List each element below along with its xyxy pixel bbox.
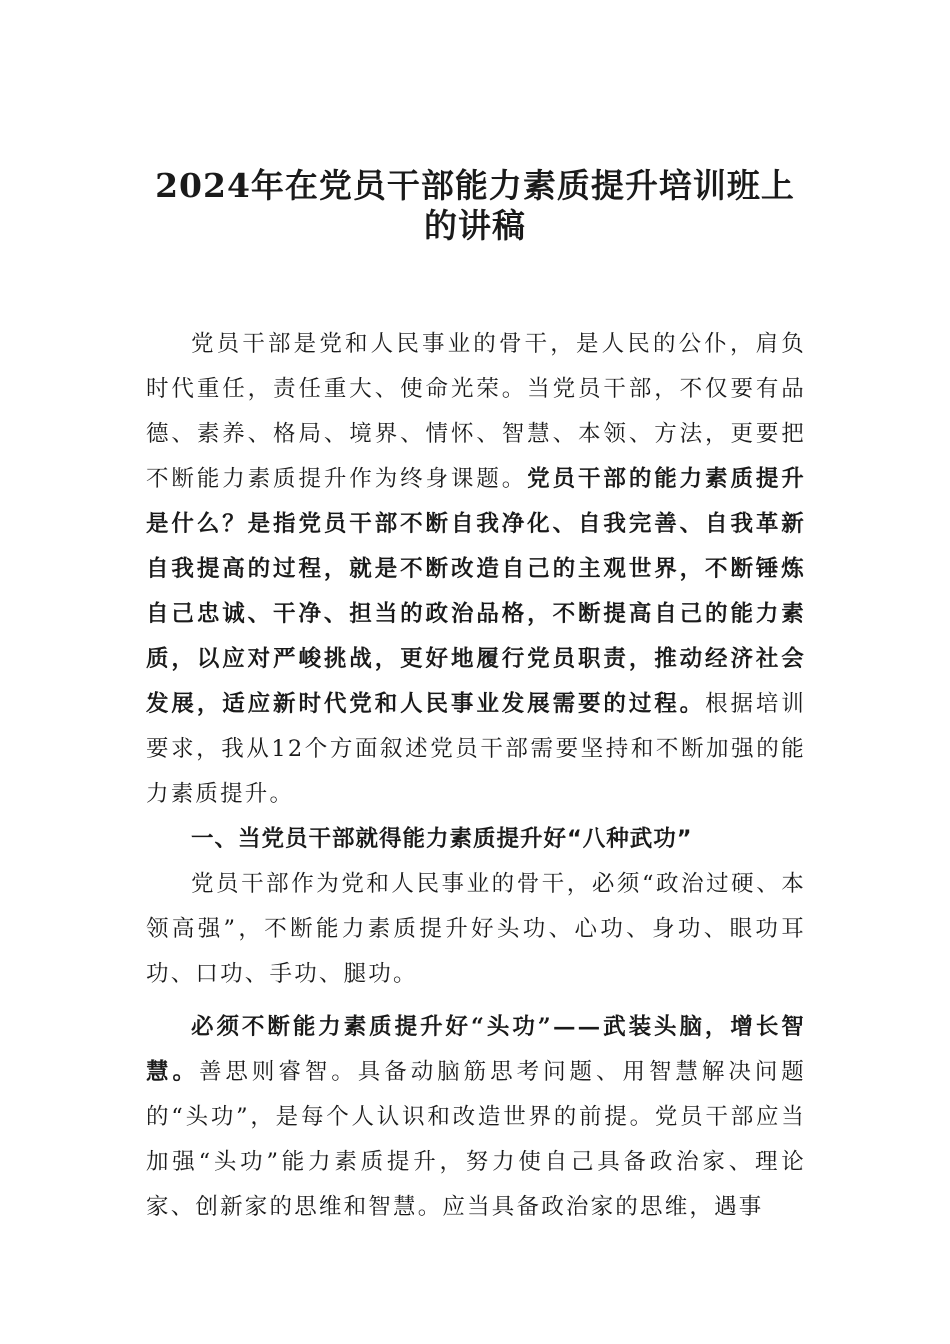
paragraph-head-skill-text: 善思则睿智。具备动脑筋思考问题、用智慧解决问题的“头功”，是每个人认识和改造世界的前提。党员干部应当加强“头功”能力素质提升，努力使自己具备政治家、理论家、创新家的思维和智慧。应当具备政治家的思维，遇事 bbox=[146, 1059, 806, 1220]
paragraph-intro-tail: 根据培训要求，我从12个方面叙述党员干部需要坚持和不断加强的能力素质提升。 bbox=[146, 691, 806, 807]
paragraph-eight-skills: 党员干部作为党和人民事业的骨干，必须“政治过硬、本领高强”，不断能力素质提升好头功、心功、身功、眼功耳功、口功、手功、腿功。 bbox=[146, 871, 806, 987]
document-body bbox=[146, 322, 806, 1230]
document-title-line-1: 2024年在党员干部能力素质提升培训班上 bbox=[155, 166, 795, 205]
document-title-line-2: 的讲稿 bbox=[424, 206, 526, 245]
paragraph-intro bbox=[146, 322, 806, 817]
paragraph-head-skill bbox=[146, 1005, 806, 1230]
paragraph-spacer bbox=[146, 997, 806, 1005]
paragraph-intro-emphasis: 党员干部的能力素质提升是什么？是指党员干部不断自我净化、自我完善、自我革新自我提高的过程，就是不断改造自己的主观世界，不断锤炼自己忠诚、干净、担当的政治品格，不断提高自己的能力素质，以应对严峻挑战，更好地履行党员职责，推动经济社会发展，适应新时代党和人民事业发展需要的过程。 bbox=[146, 466, 806, 717]
paragraph-intro-text: 党员干部是党和人民事业的骨干，是人民的公仆，肩负时代重任，责任重大、使命光荣。当党员干部，不仅要有品德、素养、格局、境界、情怀、智慧、本领、方法，更要把不断能力素质提升作为终身课题。 bbox=[146, 331, 806, 492]
paragraph-head-skill-emphasis: 必须不断能力素质提升好“头功”——武装头脑，增长智慧。 bbox=[146, 1014, 806, 1085]
section-heading-1: 一、当党员干部就得能力素质提升好“八种武功” bbox=[191, 826, 693, 852]
